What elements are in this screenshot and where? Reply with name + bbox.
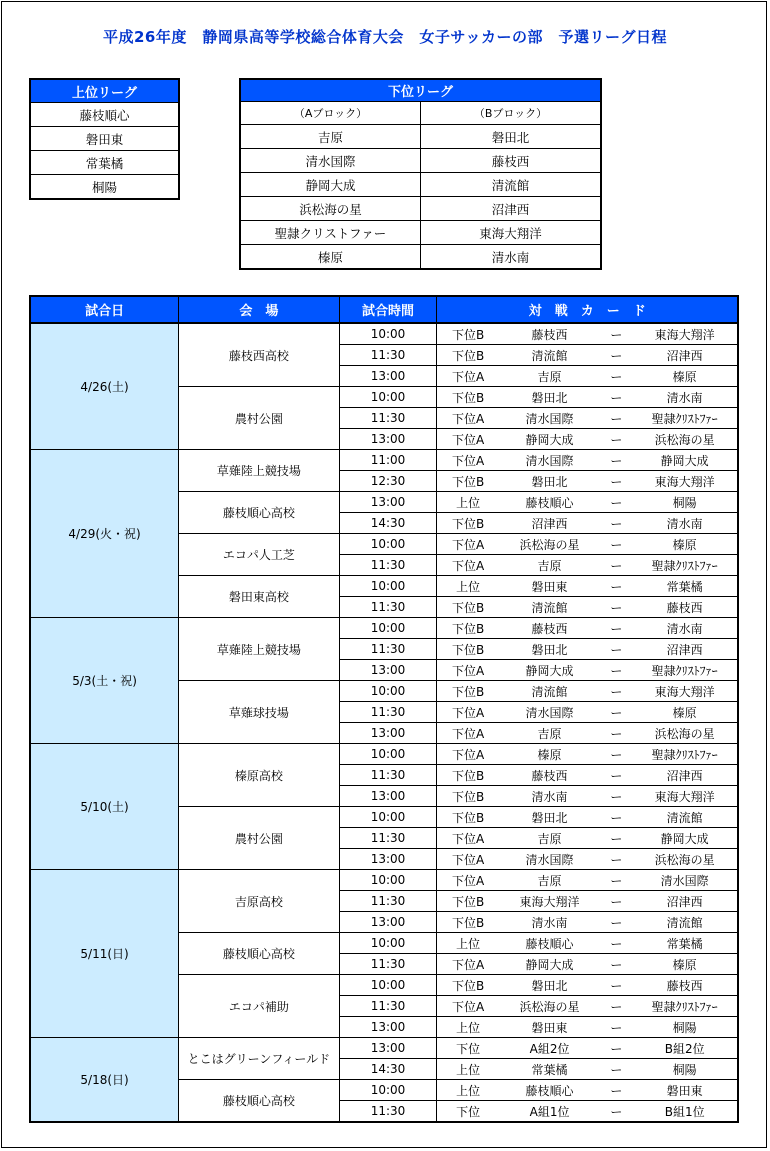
match-level: 下位B <box>437 786 499 807</box>
match-time: 11:30 <box>339 1101 437 1123</box>
block-b-team: 沼津西 <box>421 197 602 221</box>
match-level: 下位B <box>437 639 499 660</box>
away-team: 藤枝西 <box>632 975 738 996</box>
away-team: 榛原 <box>632 534 738 555</box>
match-level: 下位B <box>437 891 499 912</box>
upper-league-header: 上位リーグ <box>30 79 179 103</box>
home-team: A組2位 <box>499 1038 601 1059</box>
away-team: 清水南 <box>632 387 738 408</box>
home-team: 清流館 <box>499 597 601 618</box>
match-time: 13:00 <box>339 723 437 744</box>
match-level: 下位A <box>437 723 499 744</box>
venue-name: 藤枝西高校 <box>179 323 340 387</box>
away-team: 清流館 <box>632 807 738 828</box>
schedule-table <box>29 295 739 1123</box>
versus-dash: ー <box>600 933 632 954</box>
versus-dash: ー <box>600 471 632 492</box>
match-date: 5/3(土・祝) <box>30 618 179 744</box>
away-team: 榛原 <box>632 702 738 723</box>
page-title: 平成26年度 静岡県高等学校総合体育大会 女子サッカーの部 予選リーグ日程 <box>102 28 668 46</box>
match-level: 下位A <box>437 450 499 471</box>
home-team: 清流館 <box>499 681 601 702</box>
match-level: 下位A <box>437 870 499 891</box>
away-team: 東海大翔洋 <box>632 786 738 807</box>
away-team: 清流館 <box>632 912 738 933</box>
match-row <box>30 870 738 891</box>
match-time: 11:30 <box>339 954 437 975</box>
block-b-team: 藤枝西 <box>421 149 602 173</box>
match-time: 12:30 <box>339 471 437 492</box>
venue-name: 草薙陸上競技場 <box>179 450 340 492</box>
match-level: 下位A <box>437 996 499 1017</box>
venue-name: 磐田東高校 <box>179 576 340 618</box>
home-team: 磐田東 <box>499 1017 601 1038</box>
home-team: 磐田北 <box>499 807 601 828</box>
versus-dash: ー <box>600 345 632 366</box>
block-b-team: 東海大翔洋 <box>421 221 602 245</box>
match-time: 10:00 <box>339 387 437 408</box>
venue-name: 農村公園 <box>179 387 340 450</box>
home-team: 磐田北 <box>499 387 601 408</box>
versus-dash: ー <box>600 660 632 681</box>
match-time: 11:30 <box>339 891 437 912</box>
venue-name: 藤枝順心高校 <box>179 933 340 975</box>
match-level: 下位A <box>437 555 499 576</box>
match-row <box>30 450 738 471</box>
away-team: 清水南 <box>632 618 738 639</box>
venue-name: 草薙球技場 <box>179 681 340 744</box>
away-team: B組2位 <box>632 1038 738 1059</box>
versus-dash: ー <box>600 996 632 1017</box>
match-time: 11:30 <box>339 597 437 618</box>
match-level: 下位B <box>437 323 499 345</box>
match-level: 下位A <box>437 702 499 723</box>
home-team: 吉原 <box>499 555 601 576</box>
match-level: 下位B <box>437 513 499 534</box>
match-level: 下位A <box>437 534 499 555</box>
header-card: 対 戦 カ ー ド <box>437 296 738 323</box>
match-time: 13:00 <box>339 1017 437 1038</box>
match-time: 10:00 <box>339 1080 437 1101</box>
home-team: 磐田北 <box>499 639 601 660</box>
away-team: 桐陽 <box>632 1017 738 1038</box>
home-team: 藤枝順心 <box>499 1080 601 1101</box>
home-team: 吉原 <box>499 366 601 387</box>
away-team: 沼津西 <box>632 639 738 660</box>
match-time: 13:00 <box>339 1038 437 1059</box>
match-level: 下位 <box>437 1038 499 1059</box>
match-time: 11:00 <box>339 450 437 471</box>
away-team: 静岡大成 <box>632 828 738 849</box>
versus-dash: ー <box>600 387 632 408</box>
match-row <box>30 1038 738 1059</box>
venue-name: 藤枝順心高校 <box>179 492 340 534</box>
block-b-team: 磐田北 <box>421 125 602 149</box>
match-time: 10:00 <box>339 534 437 555</box>
upper-team: 藤枝順心 <box>30 103 179 127</box>
match-level: 下位A <box>437 408 499 429</box>
schedule-body <box>30 323 738 1122</box>
block-b-team: 清水南 <box>421 245 602 270</box>
match-time: 11:30 <box>339 765 437 786</box>
versus-dash: ー <box>600 891 632 912</box>
away-team: 桐陽 <box>632 492 738 513</box>
away-team: 常葉橘 <box>632 576 738 597</box>
match-time: 10:00 <box>339 744 437 765</box>
match-level: 下位A <box>437 429 499 450</box>
versus-dash: ー <box>600 765 632 786</box>
versus-dash: ー <box>600 681 632 702</box>
block-a-team: 聖隷クリストファー <box>240 221 421 245</box>
home-team: 清水南 <box>499 912 601 933</box>
upper-team: 常葉橘 <box>30 151 179 175</box>
home-team: 吉原 <box>499 723 601 744</box>
home-team: A組1位 <box>499 1101 601 1123</box>
home-team: 浜松海の星 <box>499 534 601 555</box>
away-team: 榛原 <box>632 954 738 975</box>
match-level: 下位B <box>437 765 499 786</box>
match-date: 4/26(土) <box>30 323 179 450</box>
versus-dash: ー <box>600 576 632 597</box>
match-level: 下位A <box>437 954 499 975</box>
match-time: 13:00 <box>339 660 437 681</box>
versus-dash: ー <box>600 323 632 345</box>
away-team: 浜松海の星 <box>632 849 738 870</box>
match-time: 14:30 <box>339 513 437 534</box>
upper-team: 磐田東 <box>30 127 179 151</box>
versus-dash: ー <box>600 723 632 744</box>
home-team: 浜松海の星 <box>499 996 601 1017</box>
away-team: 清水南 <box>632 513 738 534</box>
match-level: 上位 <box>437 576 499 597</box>
match-date: 5/18(日) <box>30 1038 179 1123</box>
home-team: 清水国際 <box>499 408 601 429</box>
header-time: 試合時間 <box>339 296 437 323</box>
match-level: 下位B <box>437 618 499 639</box>
versus-dash: ー <box>600 1080 632 1101</box>
away-team: 清水国際 <box>632 870 738 891</box>
match-time: 13:00 <box>339 912 437 933</box>
versus-dash: ー <box>600 870 632 891</box>
match-level: 下位B <box>437 387 499 408</box>
match-time: 11:30 <box>339 639 437 660</box>
match-level: 下位A <box>437 849 499 870</box>
match-time: 10:00 <box>339 933 437 954</box>
match-time: 14:30 <box>339 1059 437 1080</box>
away-team: 常葉橘 <box>632 933 738 954</box>
away-team: 東海大翔洋 <box>632 323 738 345</box>
header-date: 試合日 <box>30 296 179 323</box>
versus-dash: ー <box>600 912 632 933</box>
home-team: 清水国際 <box>499 450 601 471</box>
away-team: 聖隷ｸﾘｽﾄﾌｧｰ <box>632 996 738 1017</box>
match-row <box>30 744 738 765</box>
away-team: 沼津西 <box>632 765 738 786</box>
versus-dash: ー <box>600 639 632 660</box>
match-level: 下位 <box>437 1101 499 1123</box>
home-team: 藤枝順心 <box>499 492 601 513</box>
home-team: 藤枝西 <box>499 618 601 639</box>
venue-name: エコパ補助 <box>179 975 340 1038</box>
match-time: 10:00 <box>339 870 437 891</box>
home-team: 吉原 <box>499 828 601 849</box>
home-team: 藤枝順心 <box>499 933 601 954</box>
block-b-team: 清流館 <box>421 173 602 197</box>
versus-dash: ー <box>600 450 632 471</box>
away-team: 榛原 <box>632 366 738 387</box>
match-date: 5/10(土) <box>30 744 179 870</box>
match-level: 下位B <box>437 345 499 366</box>
match-time: 11:30 <box>339 702 437 723</box>
versus-dash: ー <box>600 597 632 618</box>
match-time: 10:00 <box>339 681 437 702</box>
match-level: 下位B <box>437 807 499 828</box>
away-team: 聖隷ｸﾘｽﾄﾌｧｰ <box>632 744 738 765</box>
home-team: 藤枝西 <box>499 323 601 345</box>
home-team: 静岡大成 <box>499 954 601 975</box>
versus-dash: ー <box>600 429 632 450</box>
away-team: 磐田東 <box>632 1080 738 1101</box>
home-team: 吉原 <box>499 870 601 891</box>
match-row <box>30 618 738 639</box>
away-team: B組1位 <box>632 1101 738 1123</box>
home-team: 清流館 <box>499 345 601 366</box>
match-time: 10:00 <box>339 576 437 597</box>
home-team: 磐田北 <box>499 975 601 996</box>
venue-name: 藤枝順心高校 <box>179 1080 340 1123</box>
away-team: 静岡大成 <box>632 450 738 471</box>
block-a-team: 吉原 <box>240 125 421 149</box>
away-team: 聖隷ｸﾘｽﾄﾌｧｰ <box>632 555 738 576</box>
away-team: 浜松海の星 <box>632 429 738 450</box>
versus-dash: ー <box>600 975 632 996</box>
versus-dash: ー <box>600 555 632 576</box>
away-team: 沼津西 <box>632 345 738 366</box>
match-level: 上位 <box>437 1059 499 1080</box>
match-level: 下位B <box>437 471 499 492</box>
versus-dash: ー <box>600 1101 632 1123</box>
match-level: 上位 <box>437 492 499 513</box>
venue-name: 榛原高校 <box>179 744 340 807</box>
home-team: 清水国際 <box>499 849 601 870</box>
versus-dash: ー <box>600 954 632 975</box>
block-a-team: 浜松海の星 <box>240 197 421 221</box>
upper-team: 桐陽 <box>30 175 179 200</box>
lower-league-table <box>239 78 602 270</box>
versus-dash: ー <box>600 849 632 870</box>
venue-name: エコパ人工芝 <box>179 534 340 576</box>
venue-name: とこはグリーンフィールド <box>179 1038 340 1080</box>
away-team: 桐陽 <box>632 1059 738 1080</box>
home-team: 藤枝西 <box>499 765 601 786</box>
match-level: 上位 <box>437 1080 499 1101</box>
home-team: 清水南 <box>499 786 601 807</box>
venue-name: 農村公園 <box>179 807 340 870</box>
versus-dash: ー <box>600 1017 632 1038</box>
match-level: 下位A <box>437 366 499 387</box>
match-time: 10:00 <box>339 323 437 345</box>
match-level: 下位A <box>437 828 499 849</box>
match-level: 上位 <box>437 1017 499 1038</box>
match-level: 下位A <box>437 660 499 681</box>
home-team: 静岡大成 <box>499 429 601 450</box>
venue-name: 吉原高校 <box>179 870 340 933</box>
match-level: 下位B <box>437 681 499 702</box>
match-date: 4/29(火・祝) <box>30 450 179 618</box>
home-team: 磐田北 <box>499 471 601 492</box>
away-team: 東海大翔洋 <box>632 681 738 702</box>
match-level: 下位B <box>437 912 499 933</box>
versus-dash: ー <box>600 513 632 534</box>
block-a-team: 清水国際 <box>240 149 421 173</box>
match-time: 10:00 <box>339 975 437 996</box>
versus-dash: ー <box>600 366 632 387</box>
versus-dash: ー <box>600 828 632 849</box>
match-time: 13:00 <box>339 786 437 807</box>
match-time: 11:30 <box>339 828 437 849</box>
versus-dash: ー <box>600 1059 632 1080</box>
versus-dash: ー <box>600 702 632 723</box>
match-level: 下位B <box>437 597 499 618</box>
match-row <box>30 323 738 345</box>
away-team: 浜松海の星 <box>632 723 738 744</box>
match-time: 10:00 <box>339 807 437 828</box>
away-team: 聖隷ｸﾘｽﾄﾌｧｰ <box>632 408 738 429</box>
block-a-team: 榛原 <box>240 245 421 270</box>
versus-dash: ー <box>600 786 632 807</box>
home-team: 磐田東 <box>499 576 601 597</box>
header-venue: 会 場 <box>179 296 340 323</box>
match-time: 13:00 <box>339 429 437 450</box>
match-time: 11:30 <box>339 555 437 576</box>
match-time: 10:00 <box>339 618 437 639</box>
home-team: 清水国際 <box>499 702 601 723</box>
block-a-team: 静岡大成 <box>240 173 421 197</box>
match-level: 下位B <box>437 975 499 996</box>
versus-dash: ー <box>600 408 632 429</box>
upper-league-table <box>29 78 180 200</box>
match-time: 13:00 <box>339 849 437 870</box>
away-team: 藤枝西 <box>632 597 738 618</box>
away-team: 聖隷ｸﾘｽﾄﾌｧｰ <box>632 660 738 681</box>
versus-dash: ー <box>600 492 632 513</box>
venue-name: 草薙陸上競技場 <box>179 618 340 681</box>
away-team: 沼津西 <box>632 891 738 912</box>
match-time: 11:30 <box>339 345 437 366</box>
lower-league-header: 下位リーグ <box>240 79 601 102</box>
match-level: 上位 <box>437 933 499 954</box>
versus-dash: ー <box>600 807 632 828</box>
match-date: 5/11(日) <box>30 870 179 1038</box>
match-time: 13:00 <box>339 492 437 513</box>
versus-dash: ー <box>600 618 632 639</box>
home-team: 榛原 <box>499 744 601 765</box>
versus-dash: ー <box>600 744 632 765</box>
home-team: 常葉橘 <box>499 1059 601 1080</box>
block-a-label: （Aブロック） <box>240 102 421 125</box>
home-team: 東海大翔洋 <box>499 891 601 912</box>
versus-dash: ー <box>600 534 632 555</box>
match-time: 11:30 <box>339 996 437 1017</box>
home-team: 沼津西 <box>499 513 601 534</box>
match-level: 下位A <box>437 744 499 765</box>
match-time: 11:30 <box>339 408 437 429</box>
home-team: 静岡大成 <box>499 660 601 681</box>
away-team: 東海大翔洋 <box>632 471 738 492</box>
versus-dash: ー <box>600 1038 632 1059</box>
match-time: 13:00 <box>339 366 437 387</box>
block-b-label: （Bブロック） <box>421 102 602 125</box>
